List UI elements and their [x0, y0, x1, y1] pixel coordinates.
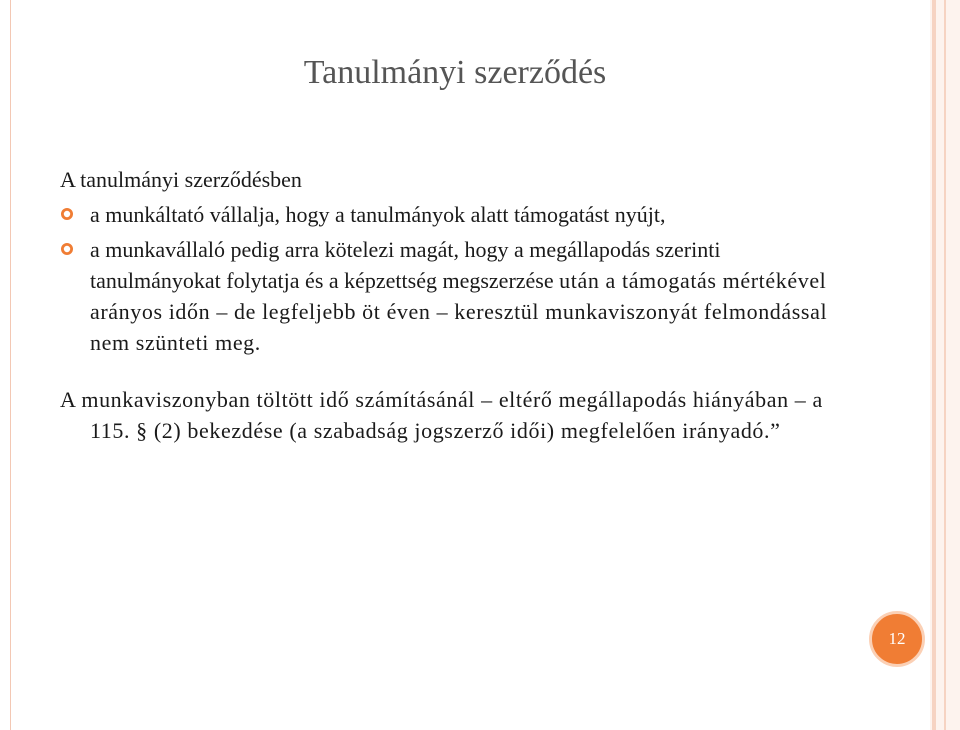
right-border-line: [932, 0, 936, 730]
bullet-text: a munkavállaló pedig arra kötelezi magát, hogy a megállapodás szerinti tanulmányokat folytatja és a képzettség megszerzése: [90, 237, 721, 293]
ring-bullet-icon: [60, 242, 74, 256]
slide-title: Tanulmányi szerződés: [303, 54, 607, 91]
list-item: [60, 199, 840, 230]
slide-content: [60, 164, 840, 446]
bullet-text-continued: után a támogatás mértékével arányos időn – de legfeljebb öt éven – keresztül munkaviszonyát felmondással nem szünteti meg.: [90, 268, 828, 355]
right-border-line-thin: [944, 0, 946, 730]
bullet-list: [60, 199, 840, 358]
list-item: [60, 234, 840, 358]
page-number: 12: [888, 629, 906, 648]
bullet-text: a munkáltató vállalja, hogy a tanulmányok alatt támogatást nyújt,: [90, 202, 666, 227]
section-text: A munkaviszonyban töltött idő számításánál – eltérő megállapodás hiányában – a 115. § (2) bekezdése (a szabadság jogszerző idői) megfelelően irányadó.”: [60, 387, 823, 443]
left-border-line: [10, 0, 11, 730]
intro-text: A tanulmányi szerződésben: [60, 167, 302, 192]
page-number-badge: [869, 611, 925, 667]
ring-bullet-icon: [60, 207, 74, 221]
